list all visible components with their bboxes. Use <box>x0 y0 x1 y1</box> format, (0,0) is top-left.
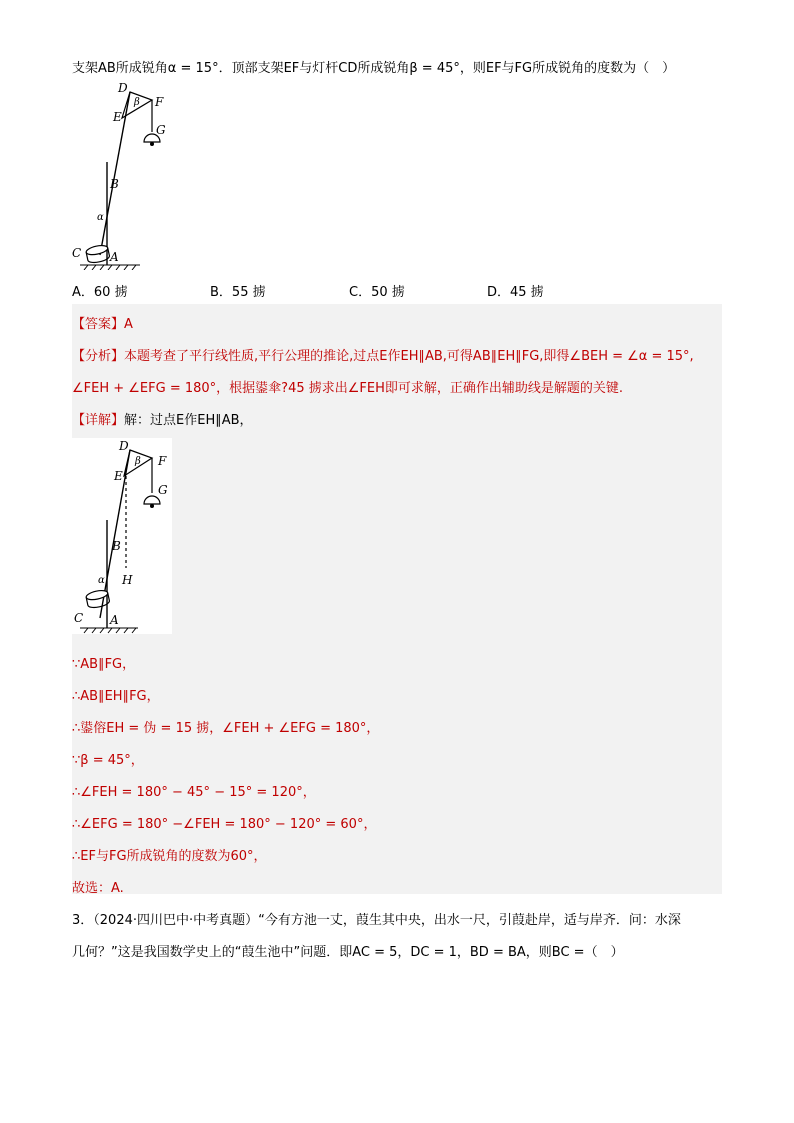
label-f-2: F <box>158 454 167 468</box>
lamp-figure <box>70 80 180 270</box>
step-5: ∴∠FEH = 180° − 45° − 15° = 120°， <box>72 785 316 800</box>
analysis-text-1: 本题考查了平行线性质,平行公理的推论,过点E作EH∥AB,可得AB∥EH∥FG,即得∠BEH = ∠α = 15°, <box>124 349 694 364</box>
detail-line <box>72 409 253 428</box>
lamp-g-2 <box>144 496 160 504</box>
label-c: C <box>72 246 82 260</box>
label-a: A <box>110 250 119 264</box>
answer-value: A <box>124 317 133 332</box>
analysis-line-2: ∠FEH + ∠EFG = 180°，根据鍙傘?45 掳求出∠FEH即可求解，正确作出辅助线是解题的关键. <box>72 381 623 396</box>
next-question-line-1: 3．（2024·四川巴中·中考真题）“今有方池一丈，葭生其中央，出水一尺，引葭赴岸，适与岸齐．问：水深 <box>72 913 681 928</box>
label-d: D <box>118 81 128 95</box>
step-1: ∵AB∥FG， <box>72 657 136 672</box>
label-alpha: α <box>97 212 104 223</box>
analysis-line-1 <box>72 345 694 364</box>
option-c: C．50 掳 <box>349 285 405 300</box>
label-e: E <box>113 110 122 124</box>
option-b: B．55 掳 <box>210 285 266 300</box>
label-alpha-2: α <box>98 575 105 586</box>
detail-tag: 【详解】 <box>72 413 125 428</box>
step-4: ∵β = 45°， <box>72 753 144 768</box>
step-6: ∴∠EFG = 180° −∠FEH = 180° − 120° = 60°， <box>72 817 377 832</box>
label-c-2: C <box>74 611 84 625</box>
label-b: B <box>110 177 119 191</box>
label-h: H <box>122 573 133 587</box>
answer-line <box>72 313 133 332</box>
step-8: 故选：A. <box>72 881 124 896</box>
label-a-2: A <box>110 613 119 627</box>
detail-intro: 解：过点E作EH∥AB， <box>124 413 253 428</box>
question-text: 支架AB所成锐角α = 15°．顶部支架EF与灯杆CD所成锐角β = 45°，则EF与FG所成锐角的度数为（ ） <box>72 61 676 76</box>
ground-hatch-2 <box>80 628 138 633</box>
lamp-figure-with-auxiliary-line <box>72 438 172 634</box>
ground-hatch <box>80 265 140 270</box>
label-g: G <box>156 123 166 137</box>
label-b-2: B <box>112 539 121 553</box>
label-f: F <box>155 95 164 109</box>
step-3: ∴鍙傛EH = 伪 = 15 掳，∠FEH + ∠EFG = 180°， <box>72 721 380 736</box>
step-2: ∴AB∥EH∥FG， <box>72 689 160 704</box>
label-beta: β <box>134 97 140 108</box>
step-7: ∴EF与FG所成锐角的度数为60°， <box>72 849 267 864</box>
label-g-2: G <box>158 483 168 497</box>
option-a: A．60 掳 <box>72 285 128 300</box>
option-d: D．45 掳 <box>487 285 544 300</box>
analysis-tag: 【分析】 <box>72 349 125 364</box>
next-question-line-2: 几何？”这是我国数学史上的“葭生池中”问题．即AC = 5，DC = 1，BD = BA，则BC =（ ） <box>72 945 624 960</box>
answer-tag: 【答案】 <box>72 317 125 332</box>
label-e-2: E <box>114 469 123 483</box>
label-beta-2: β <box>135 456 141 467</box>
label-d-2: D <box>119 439 129 453</box>
